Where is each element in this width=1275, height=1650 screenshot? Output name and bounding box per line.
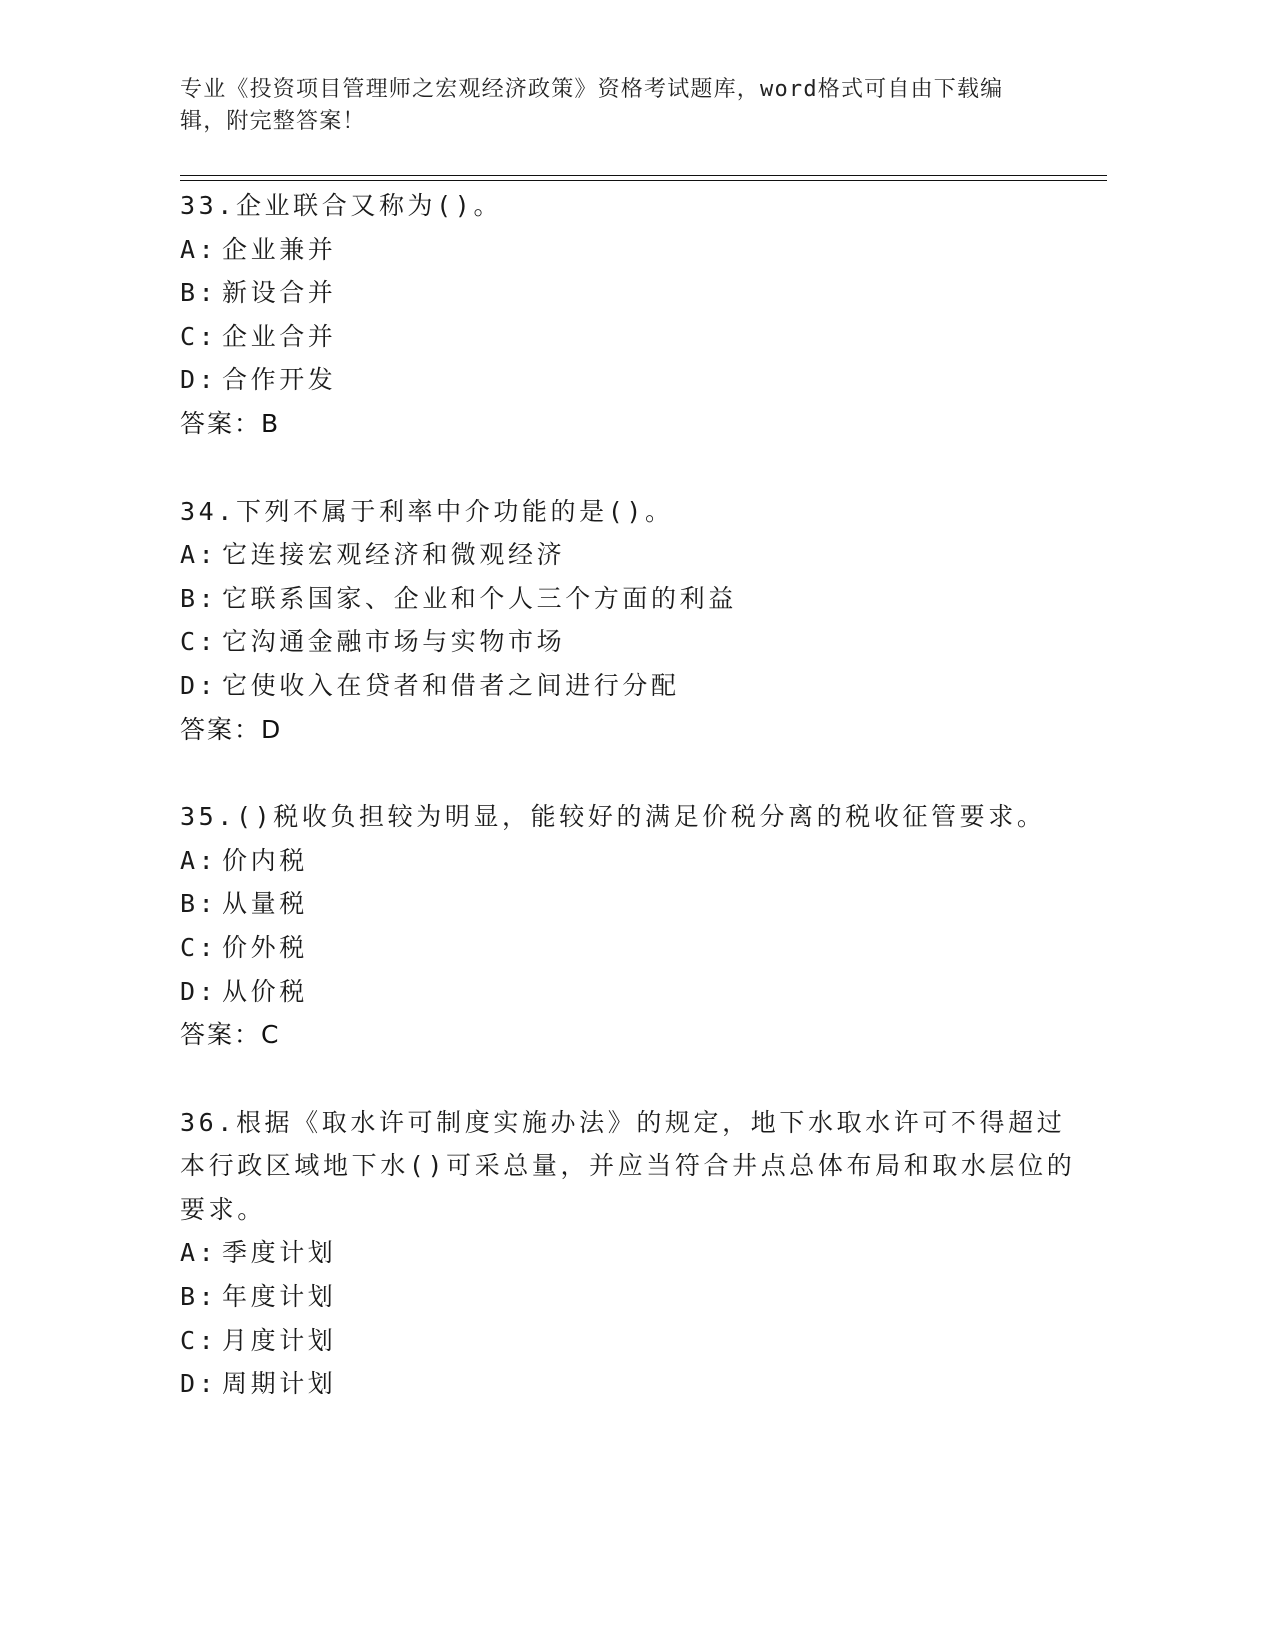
option-text: 季度计划	[222, 1238, 337, 1268]
header-text: 专业《投资项目管理师之宏观经济政策》资格考试题库，word格式可自由下载编辑，附完整答案！	[180, 77, 1004, 134]
question-list	[180, 184, 1080, 1450]
option-text: 新设合并	[222, 278, 337, 308]
option-letter: A:	[180, 234, 218, 264]
option-list	[180, 228, 1080, 402]
option-letter: C:	[180, 1325, 218, 1355]
option-letter: A:	[180, 1238, 218, 1268]
option-a	[180, 839, 1080, 883]
option-text: 年度计划	[222, 1282, 337, 1312]
option-list	[180, 839, 1080, 1013]
option-b	[180, 271, 1080, 315]
option-list	[180, 1231, 1080, 1405]
option-a	[180, 228, 1080, 272]
option-text: 它沟通金融市场与实物市场	[222, 627, 566, 657]
option-text: 它使收入在贷者和借者之间进行分配	[222, 670, 680, 700]
option-c	[180, 926, 1080, 970]
question-stem: 34.下列不属于利率中介功能的是()。	[180, 496, 674, 526]
option-a	[180, 533, 1080, 577]
answer-line: 答案：B	[180, 408, 281, 438]
option-b	[180, 1275, 1080, 1319]
option-d	[180, 1362, 1080, 1406]
question-stem: 35.()税收负担较为明显，能较好的满足价税分离的税收征管要求。	[180, 802, 1046, 832]
option-text: 从量税	[222, 889, 308, 919]
option-letter: C:	[180, 627, 218, 657]
option-text: 企业合并	[222, 321, 337, 351]
option-c	[180, 1319, 1080, 1363]
option-letter: B:	[180, 1282, 218, 1312]
option-text: 它联系国家、企业和个人三个方面的利益	[222, 583, 737, 613]
option-text: 从价税	[222, 976, 308, 1006]
option-letter: D:	[180, 1369, 218, 1399]
question-36	[180, 1101, 1080, 1406]
answer-line: 答案：D	[180, 714, 283, 744]
header-divider-bottom	[180, 180, 1107, 181]
option-letter: C:	[180, 321, 218, 351]
option-c	[180, 620, 1080, 664]
option-d	[180, 970, 1080, 1014]
option-list	[180, 533, 1080, 707]
question-34	[180, 490, 1080, 752]
option-text: 企业兼并	[222, 234, 337, 264]
option-text: 它连接宏观经济和微观经济	[222, 540, 566, 570]
option-letter: D:	[180, 365, 218, 395]
document-header	[180, 74, 1040, 138]
option-b	[180, 882, 1080, 926]
option-d	[180, 358, 1080, 402]
option-text: 价内税	[222, 845, 308, 875]
option-text: 月度计划	[222, 1325, 337, 1355]
question-stem: 33.企业联合又称为()。	[180, 191, 503, 220]
option-letter: B:	[180, 278, 218, 308]
answer-line: 答案：C	[180, 1020, 281, 1050]
option-letter: C:	[180, 932, 218, 962]
option-text: 价外税	[222, 932, 308, 962]
option-text: 合作开发	[222, 365, 337, 395]
option-b	[180, 577, 1080, 621]
option-text: 周期计划	[222, 1369, 337, 1399]
option-letter: B:	[180, 889, 218, 919]
question-33	[180, 184, 1080, 446]
option-letter: A:	[180, 540, 218, 570]
option-a	[180, 1231, 1080, 1275]
option-letter: B:	[180, 583, 218, 613]
option-d	[180, 664, 1080, 708]
option-c	[180, 315, 1080, 359]
question-35	[180, 795, 1080, 1057]
option-letter: D:	[180, 976, 218, 1006]
header-divider-top	[180, 175, 1107, 176]
question-stem: 36.根据《取水许可制度实施办法》的规定，地下水取水许可不得超过本行政区域地下水()可采总量，并应当符合井点总体布局和取水层位的要求。	[180, 1107, 1076, 1224]
option-letter: D:	[180, 670, 218, 700]
option-letter: A:	[180, 845, 218, 875]
